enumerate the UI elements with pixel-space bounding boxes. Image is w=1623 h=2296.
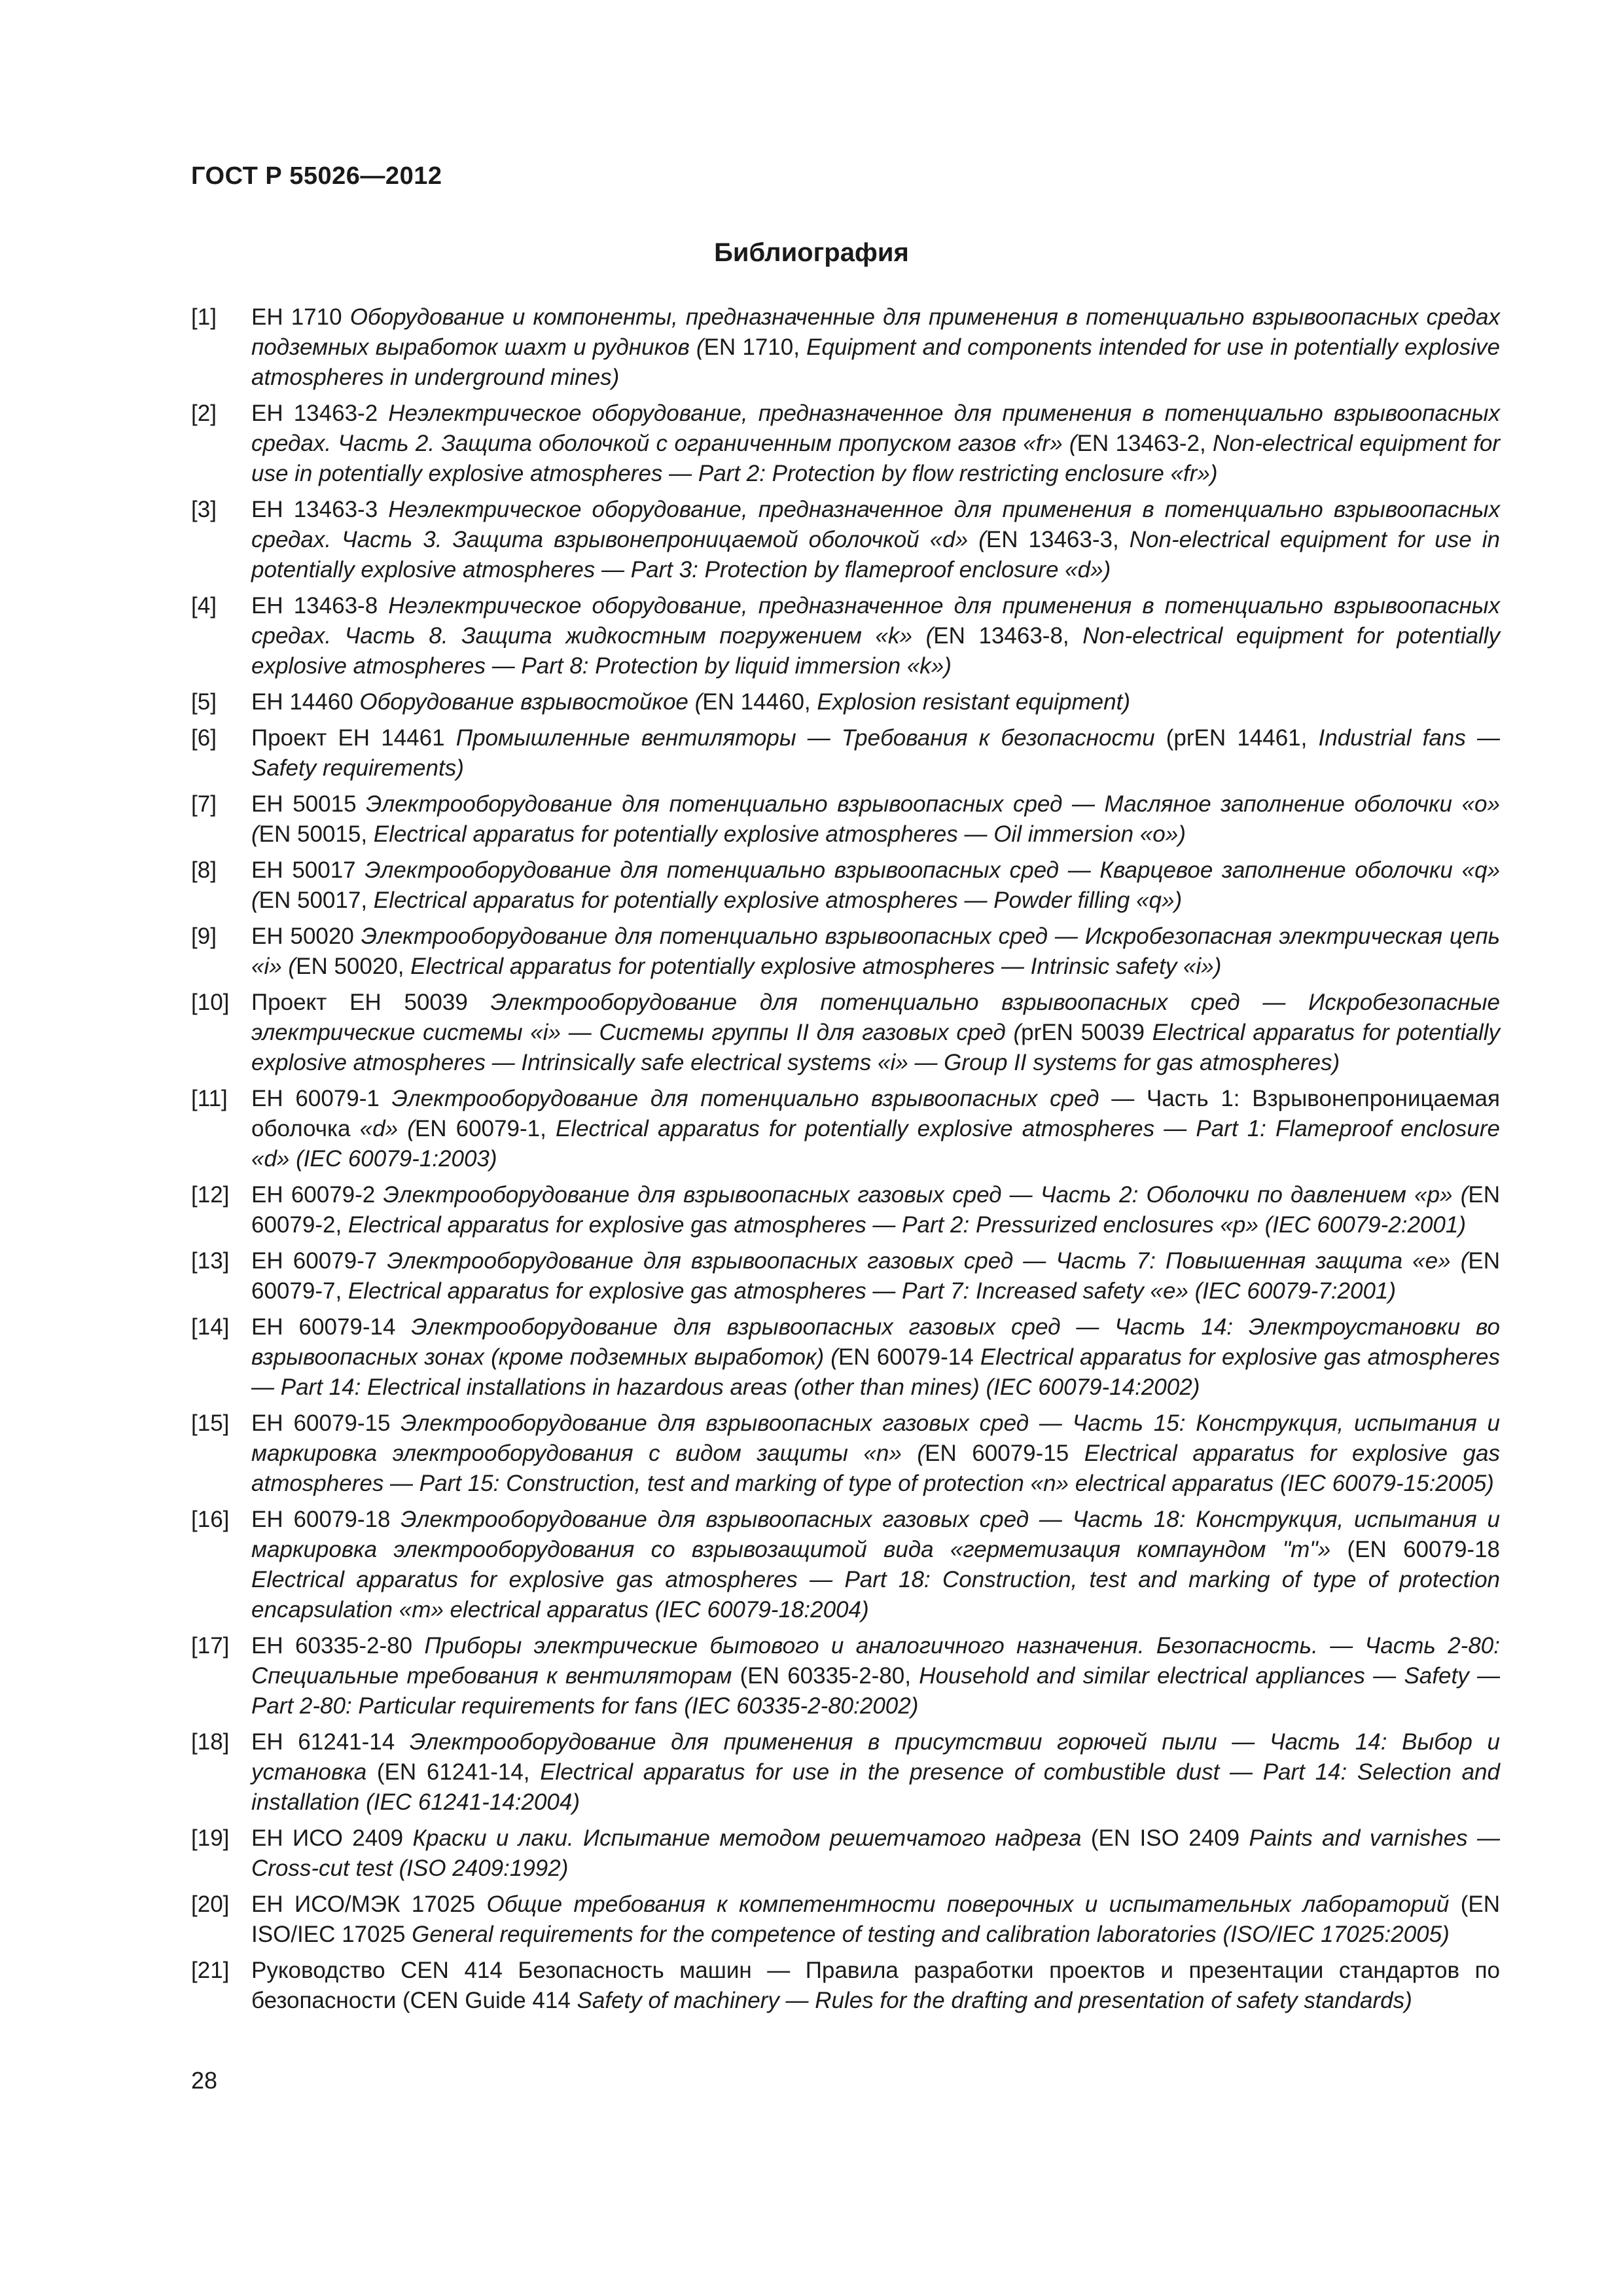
bibliography-entry	[191, 399, 1500, 489]
entry-number: [21]	[191, 1958, 230, 1983]
entry-number: [15]	[191, 1410, 230, 1436]
entry-code-segment: ЕН 13463-3	[251, 497, 389, 522]
entry-title-segment: Электрооборудование для потенциально взрывоопасных сред — Искробезопасные электрические системы «i» — Системы группы II для газовых сред (	[251, 990, 1500, 1045]
entry-text	[251, 1408, 1500, 1499]
entry-title-segment: Non-electrical equipment for use in potentially explosive atmospheres — Part 2: Protection by flow restricting enclosure «fr»)	[251, 431, 1500, 486]
entry-title-segment: Неэлектрическое оборудование, предназначенное для применения в потенциально взрывоопасных средах. Часть 3. Защита взрывонепроницаемой оболочкой «d» (	[251, 497, 1500, 552]
entry-text	[251, 1312, 1500, 1403]
entry-title-segment: Electrical apparatus for potentially explosive atmospheres — Part 1: Flameproof enclosure «d» (IEC 60079-1:2003)	[251, 1116, 1500, 1172]
entry-title-segment: General requirements for the competence of testing and calibration laboratories (ISO/IEC 17025:2005)	[412, 1922, 1450, 1947]
entry-text	[251, 495, 1500, 585]
entry-code-segment: EN 14460,	[702, 689, 817, 715]
entry-code-segment: EN 60079-1,	[414, 1116, 556, 1141]
entry-code-segment: EN 1710,	[704, 334, 807, 360]
entry-text	[251, 1631, 1500, 1721]
entry-title-segment: Safety of machinery — Rules for the drafting and presentation of safety standards)	[577, 1988, 1412, 2013]
entry-code-segment: ЕН ИСО/МЭК 17025	[251, 1892, 487, 1917]
entry-title-segment: Electrical apparatus for potentially explosive atmospheres — Powder filling «q»)	[373, 888, 1183, 913]
entry-title-segment: Электрооборудование для взрывоопасных газовых сред — Часть 15: Конструкция, испытания и маркировка электрооборудования с видом защиты «n» (	[251, 1410, 1501, 1466]
entry-code-segment: (EN ISO 2409	[1090, 1825, 1249, 1851]
entry-number: [7]	[191, 791, 217, 817]
bibliography-entry	[191, 789, 1500, 850]
bibliography-entry	[191, 1084, 1500, 1174]
bibliography-entry	[191, 1408, 1500, 1499]
entry-title-segment: Electrical apparatus for potentially explosive atmospheres — Oil immersion «o»)	[373, 821, 1186, 847]
entry-code-segment: ЕН 60079-7	[251, 1248, 387, 1274]
entry-text	[251, 1505, 1500, 1625]
entry-code-segment: EN 60079-2,	[251, 1182, 1500, 1238]
entry-number: [14]	[191, 1314, 230, 1340]
entry-title-segment: Электрооборудование для взрывоопасных газовых сред — Часть 14: Электроустановки во взрывоопасных зонах (кроме подземных выработок) (	[251, 1314, 1501, 1370]
entry-text	[251, 855, 1500, 916]
entry-title-segment: Промышленные вентиляторы — Требования к безопасности	[455, 725, 1166, 751]
entry-title-segment: Оборудование взрывостойкое (	[359, 689, 703, 715]
entry-text	[251, 1084, 1500, 1174]
entry-title-segment: Оборудование и компоненты, предназначенные для применения в потенциально взрывоопасных средах подземных выработок шахт и рудников (	[251, 304, 1500, 360]
entry-number: [4]	[191, 593, 217, 619]
bibliography-entry	[191, 1505, 1500, 1625]
entry-title-segment: Household and similar electrical appliances — Safety — Part 2-80: Particular requirements for fans (IEC 60335-2-80:2002)	[251, 1663, 1501, 1719]
bibliography-entry	[191, 687, 1500, 717]
bibliography-entry	[191, 723, 1500, 783]
entry-number: [1]	[191, 304, 217, 330]
entry-title-segment: Electrical apparatus for explosive gas atmospheres — Part 7: Increased safety «e» (IEC 60079-7:2001)	[348, 1278, 1397, 1304]
entry-code-segment: ЕН 50017	[251, 857, 365, 883]
entry-code-segment: Проект ЕН 14461	[251, 725, 456, 751]
entry-text	[251, 399, 1500, 489]
entry-code-segment: (EN 60079-18	[1347, 1537, 1500, 1562]
bibliography-entry	[191, 922, 1500, 982]
entry-code-segment: ЕН 50020	[251, 924, 361, 949]
entry-code-segment: ЕН 60079-14	[251, 1314, 412, 1340]
entry-title-segment: Электрооборудование для потенциально взрывоопасных сред — Кварцевое заполнение оболочки «q» (	[251, 857, 1500, 913]
entry-text	[251, 687, 1500, 717]
entry-number: [5]	[191, 689, 217, 715]
entry-number: [6]	[191, 725, 217, 751]
entry-title-segment: Электрооборудование для потенциально взрывоопасных сред — Масляное заполнение оболочки «о» (	[251, 791, 1500, 847]
entry-code-segment: (prEN 14461,	[1166, 725, 1319, 751]
entry-number: [11]	[191, 1086, 228, 1111]
bibliography-entry	[191, 1823, 1500, 1884]
bibliography-entry	[191, 1180, 1500, 1240]
entry-title-segment: Electrical apparatus for explosive gas atmospheres — Part 18: Construction, test and marking of type of protection encapsulation «m» electrical apparatus (IEC 60079-18:2004)	[251, 1567, 1500, 1623]
entry-title-segment: Electrical apparatus for explosive gas atmospheres — Part 14: Electrical installations in hazardous areas (other than mines) (IEC 60079-14:2002)	[251, 1344, 1500, 1400]
entry-code-segment: ЕН ИСО 2409	[251, 1825, 413, 1851]
entry-title-segment: Electrical apparatus for explosive gas atmospheres — Part 15: Construction, test and marking of type of protection «n» electrical apparatus (IEC 60079-15:2005)	[251, 1441, 1500, 1496]
entry-title-segment: Equipment and components intended for use in potentially explosive atmospheres in underground mines)	[251, 334, 1501, 390]
entry-code-segment: EN 13463-3,	[986, 527, 1130, 552]
entry-title-segment: «d» (	[359, 1116, 415, 1141]
entry-number: [17]	[191, 1633, 230, 1659]
entry-text	[251, 591, 1500, 681]
entry-code-segment: EN 50017,	[259, 888, 374, 913]
entry-number: [18]	[191, 1729, 230, 1755]
entry-title-segment: Non-electrical equipment for potentially explosive atmospheres — Part 8: Protection by liquid immersion «k»)	[251, 623, 1500, 679]
entry-code-segment: ЕН 61241-14	[251, 1729, 410, 1755]
entry-code-segment: ЕН 50015	[251, 791, 366, 817]
entry-code-segment: Руководство CEN 414 Безопасность машин — Правила разработки проектов и презентации стандартов по безопасности (CEN Guide 414	[251, 1958, 1500, 2013]
entry-title-segment: Explosion resistant equipment)	[817, 689, 1130, 715]
entry-number: [3]	[191, 497, 217, 522]
entry-code-segment: (EN 60335-2-80,	[740, 1663, 919, 1689]
bibliography-entry	[191, 302, 1500, 393]
page-number: 28	[191, 2067, 218, 2094]
entry-number: [19]	[191, 1825, 230, 1851]
entry-title-segment: Электрооборудование для взрывоопасных газовых сред — Часть 18: Конструкция, испытания и маркировка электрооборудования со взрывозащитой вида «герметизация компаундом "m"»	[251, 1507, 1501, 1562]
entry-code-segment: ЕН 60079-18	[251, 1507, 401, 1532]
bibliography-list	[191, 302, 1500, 2022]
entry-text	[251, 1727, 1500, 1818]
entry-title-segment: Приборы электрические бытового и аналогичного назначения. Безопасность. — Часть 2-80: Специальные требования к вентиляторам	[251, 1633, 1500, 1689]
entry-title-segment: Электрооборудование для взрывоопасных газовых сред — Часть 7: Повышенная защита «е» (	[387, 1248, 1469, 1274]
bibliography-entry	[191, 1727, 1500, 1818]
entry-title-segment: Электрооборудование для потенциально взрывоопасных сред	[391, 1086, 1099, 1111]
entry-code-segment: EN 60079-15	[925, 1441, 1084, 1466]
entry-code-segment: EN 50015,	[259, 821, 374, 847]
entry-text	[251, 723, 1500, 783]
entry-code-segment: ЕН 60079-1	[251, 1086, 392, 1111]
entry-code-segment: ЕН 14460	[251, 689, 360, 715]
entry-text	[251, 922, 1500, 982]
entry-code-segment: ЕН 1710	[251, 304, 350, 330]
entry-title-segment: Неэлектрическое оборудование, предназначенное для применения в потенциально взрывоопасных средах. Часть 8. Защита жидкостным погружением «k» (	[251, 593, 1500, 649]
entry-number: [2]	[191, 401, 217, 426]
entry-text	[251, 302, 1500, 393]
entry-code-segment: ЕН 13463-8	[251, 593, 389, 619]
entry-code-segment: EN 60079-7,	[251, 1248, 1500, 1304]
entry-title-segment: Общие требования к компетентности поверочных и испытательных лабораторий	[486, 1892, 1461, 1917]
entry-code-segment: EN 60079-14	[838, 1344, 980, 1370]
entry-code-segment: (EN 61241-14,	[376, 1759, 541, 1785]
bibliography-entry	[191, 1631, 1500, 1721]
entry-title-segment: Non-electrical equipment for use in potentially explosive atmospheres — Part 3: Protection by flameproof enclosure «d»)	[251, 527, 1500, 583]
entry-code-segment: ЕН 60079-2	[251, 1182, 383, 1208]
entry-title-segment: Электрооборудование для взрывоопасных газовых сред — Часть 2: Оболочки по давлением «р» (	[383, 1182, 1469, 1208]
entry-number: [16]	[191, 1507, 230, 1532]
entry-title-segment: Electrical apparatus for explosive gas atmospheres — Part 2: Pressurized enclosures «p» (IEC 60079-2:2001)	[348, 1212, 1467, 1238]
entry-code-segment: Проект ЕН 50039	[251, 990, 491, 1015]
entry-title-segment: Industrial fans — Safety requirements)	[251, 725, 1500, 781]
bibliography-entry	[191, 988, 1500, 1078]
entry-text	[251, 1180, 1500, 1240]
entry-code-segment: EN 13463-2,	[1077, 431, 1213, 456]
entry-code-segment: ЕН 60079-15	[251, 1410, 401, 1436]
entry-title-segment: Electrical apparatus for use in the presence of combustible dust — Part 14: Selection and installation (IEC 61241-14:2004)	[251, 1759, 1500, 1815]
entry-text	[251, 1890, 1500, 1950]
entry-number: [12]	[191, 1182, 230, 1208]
entry-title-segment: Электрооборудование для применения в присутствии горючей пыли — Часть 14: Выбор и установка	[251, 1729, 1500, 1785]
entry-number: [9]	[191, 924, 217, 949]
bibliography-entry	[191, 1246, 1500, 1306]
entry-text	[251, 1956, 1500, 2016]
entry-text	[251, 789, 1500, 850]
entry-code-segment: — Часть 1: Взрывонепроницаемая оболочка	[251, 1086, 1500, 1141]
entry-number: [8]	[191, 857, 217, 883]
entry-number: [13]	[191, 1248, 230, 1274]
entry-title-segment: Electrical apparatus for potentially explosive atmospheres — Intrinsically safe electrical systems «i» — Group II systems for gas atmospheres)	[251, 1020, 1500, 1075]
entry-code-segment: prEN 50039	[1021, 1020, 1152, 1045]
bibliography-entry	[191, 495, 1500, 585]
entry-code-segment: EN 13463-8,	[933, 623, 1083, 649]
entry-code-segment: (EN ISO/IEC 17025	[251, 1892, 1500, 1947]
entry-title-segment: Неэлектрическое оборудование, предназначенное для применения в потенциально взрывоопасных средах. Часть 2. Защита оболочкой с ограниченным пропуском газов «fr» (	[251, 401, 1500, 456]
bibliography-entry	[191, 1312, 1500, 1403]
entry-text	[251, 1246, 1500, 1306]
entry-text	[251, 1823, 1500, 1884]
entry-code-segment: ЕН 60335-2-80	[251, 1633, 425, 1659]
section-title: Библиография	[714, 238, 909, 267]
bibliography-entry	[191, 591, 1500, 681]
entry-code-segment: ЕН 13463-2	[251, 401, 389, 426]
entry-title-segment: Paints and varnishes — Cross-cut test (ISO 2409:1992)	[251, 1825, 1501, 1881]
entry-code-segment: EN 50020,	[296, 954, 411, 979]
entry-number: [10]	[191, 990, 230, 1015]
entry-number: [20]	[191, 1892, 230, 1917]
entry-title-segment: Краски и лаки. Испытание методом решетчатого надреза	[412, 1825, 1091, 1851]
entry-text	[251, 988, 1500, 1078]
bibliography-entry	[191, 1890, 1500, 1950]
document-header: ГОСТ Р 55026—2012	[191, 162, 442, 190]
entry-title-segment: Electrical apparatus for potentially explosive atmospheres — Intrinsic safety «i»)	[410, 954, 1222, 979]
entry-title-segment: Электрооборудование для потенциально взрывоопасных сред — Искробезопасная электрическая цепь «i» (	[251, 924, 1500, 979]
bibliography-entry	[191, 1956, 1500, 2016]
bibliography-entry	[191, 855, 1500, 916]
